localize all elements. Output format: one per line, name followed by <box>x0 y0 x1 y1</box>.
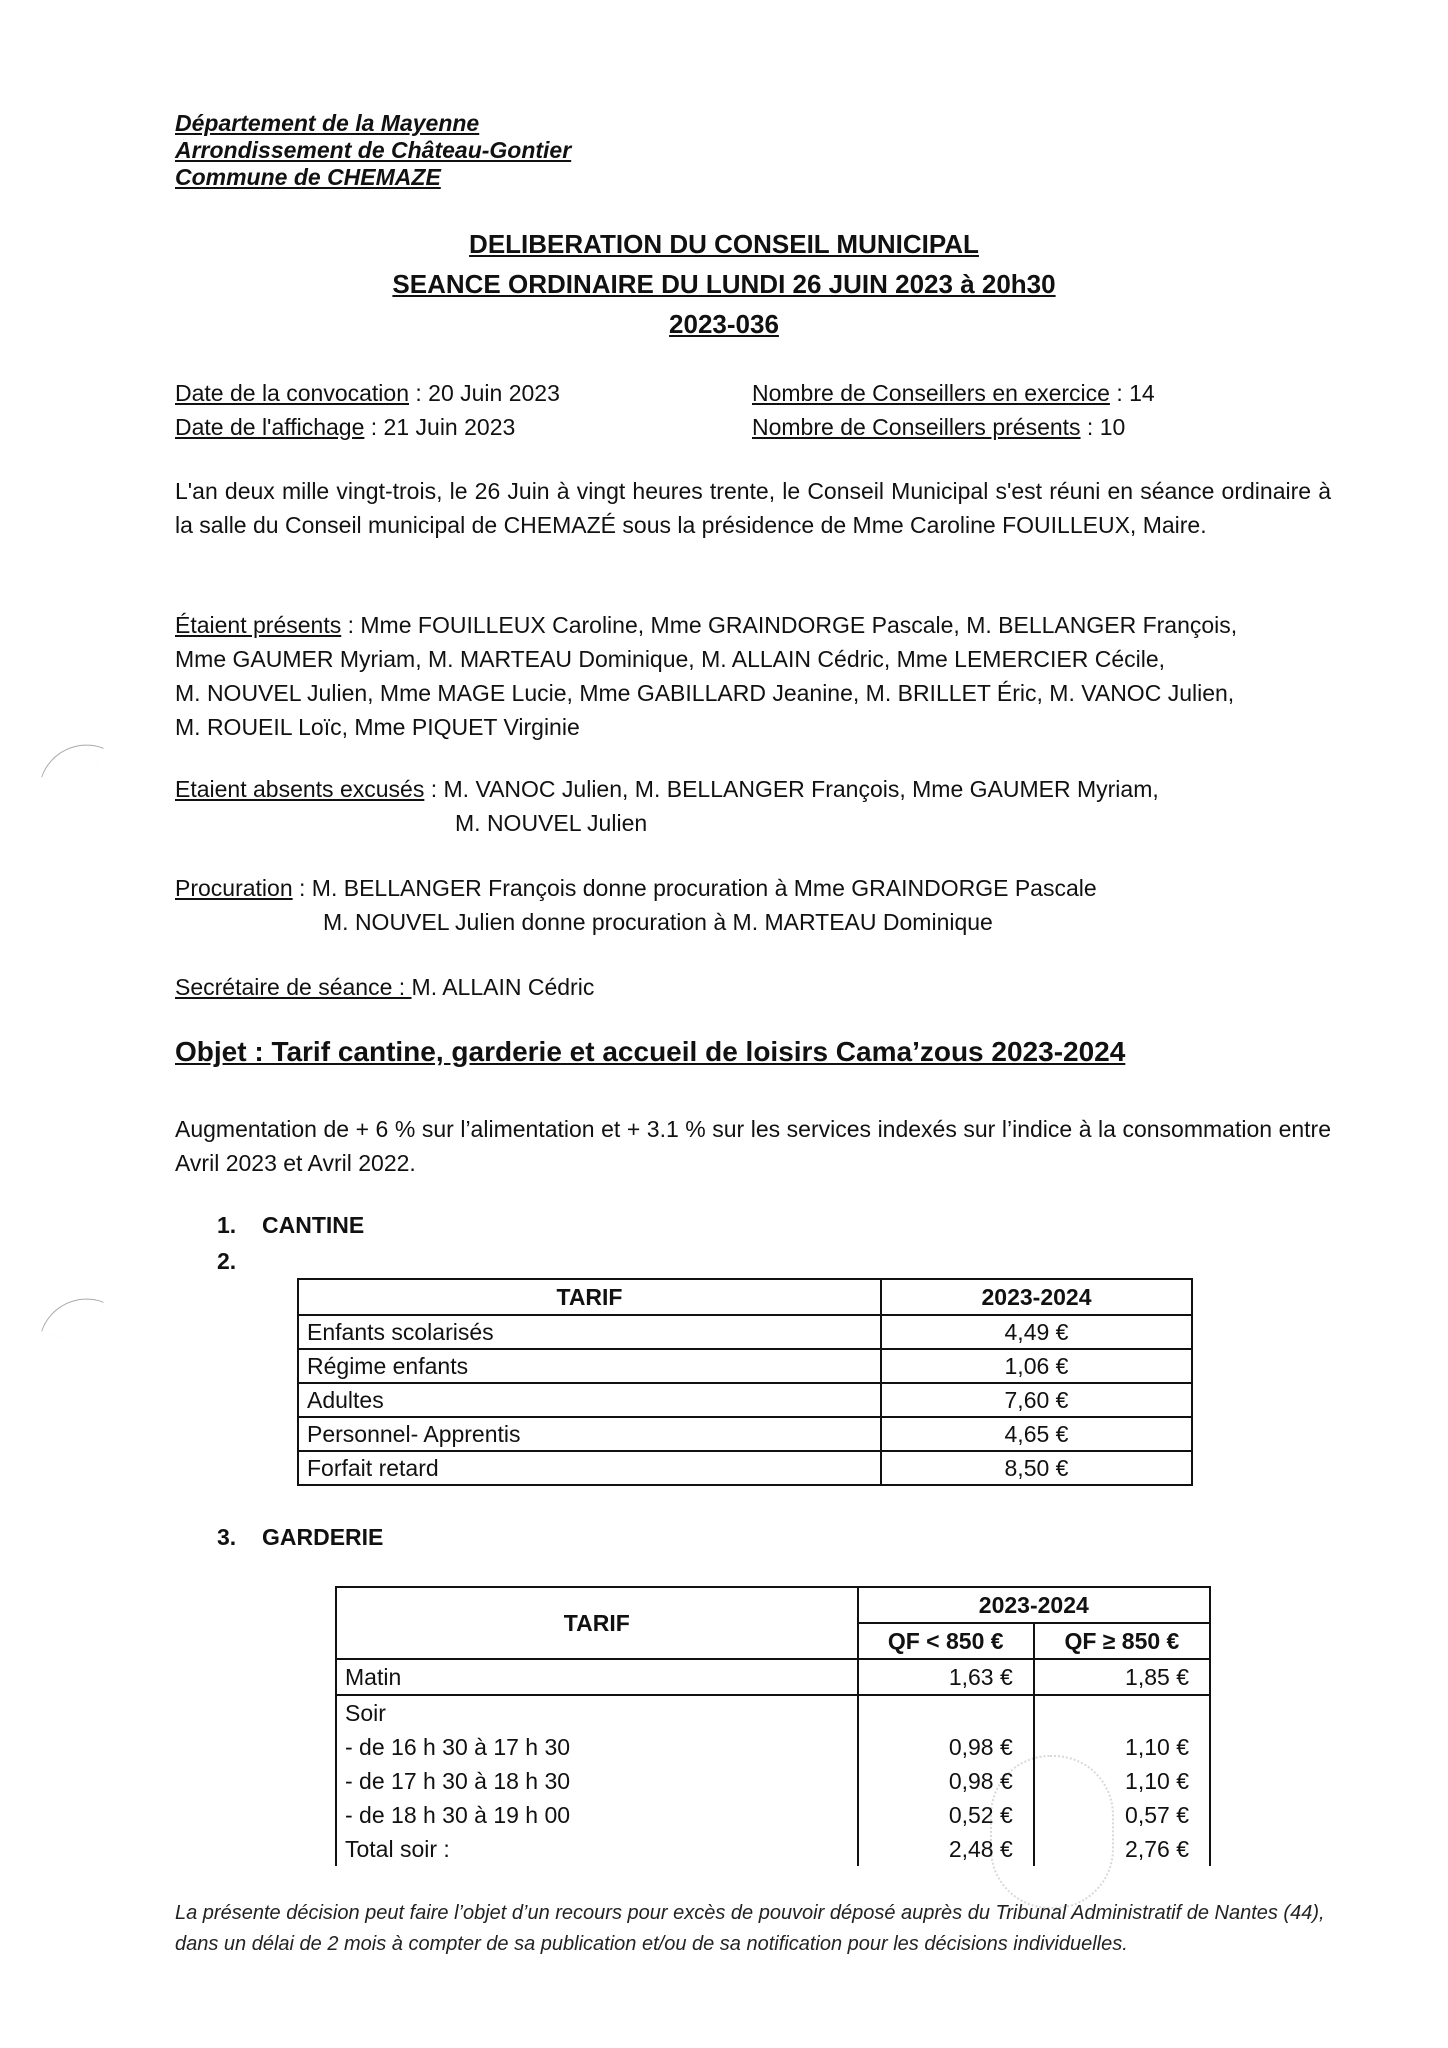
tarif-qf-low: 2,48 € <box>858 1832 1034 1866</box>
col-tarif: TARIF <box>336 1587 858 1659</box>
session-title: SEANCE ORDINAIRE DU LUNDI 26 JUIN 2023 à 20h30 <box>392 269 1056 299</box>
exercice-label: Nombre de Conseillers en exercice <box>752 380 1110 406</box>
table-row <box>336 1695 1210 1730</box>
tarif-label: Personnel- Apprentis <box>298 1417 881 1451</box>
procuration-list <box>175 871 1097 939</box>
header-arrondissement: Arrondissement de Château-Gontier <box>175 137 572 163</box>
secretaire-label: Secrétaire de séance : <box>175 974 412 1000</box>
administrative-header <box>175 110 571 191</box>
augmentation-paragraph <box>175 1112 1331 1180</box>
deliberation-number: 2023-036 <box>669 309 779 339</box>
tarif-label: Matin <box>336 1659 858 1695</box>
tarif-value: 4,65 € <box>881 1417 1192 1451</box>
presents-line: : Mme FOUILLEUX Caroline, Mme GRAINDORGE Pascale, M. BELLANGER François, <box>341 612 1238 638</box>
secretaire <box>175 970 594 1004</box>
table-row <box>336 1832 1210 1866</box>
cantine-heading: CANTINE <box>262 1212 365 1238</box>
presents-line: M. ROUEIL Loïc, Mme PIQUET Virginie <box>175 714 580 740</box>
procuration-label: Procuration <box>175 875 293 901</box>
table-row <box>298 1383 1192 1417</box>
tarif-qf-high: 1,10 € <box>1034 1730 1210 1764</box>
convocation-value: : 20 Juin 2023 <box>409 380 560 406</box>
table-row <box>298 1451 1192 1485</box>
header-commune: Commune de CHEMAZE <box>175 164 441 190</box>
tarif-label: Régime enfants <box>298 1349 881 1383</box>
presents-label: Étaient présents <box>175 612 342 638</box>
presents-line: M. NOUVEL Julien, Mme MAGE Lucie, Mme GABILLARD Jeanine, M. BRILLET Éric, M. VANOC Julien, <box>175 680 1235 706</box>
presents-line: Mme GAUMER Myriam, M. MARTEAU Dominique, M. ALLAIN Cédric, Mme LEMERCIER Cécile, <box>175 646 1166 672</box>
tarif-qf-high: 2,76 € <box>1034 1832 1210 1866</box>
garderie-number: 3. <box>217 1524 237 1550</box>
tarif-label: - de 16 h 30 à 17 h 30 <box>336 1730 858 1764</box>
tarif-qf-high: 1,10 € <box>1034 1764 1210 1798</box>
garderie-table <box>335 1586 1211 1866</box>
table-header-row <box>336 1587 1210 1623</box>
header-department: Département de la Mayenne <box>175 110 480 136</box>
empty-cell <box>1034 1695 1210 1730</box>
conseillers-presents <box>752 410 1125 444</box>
intro-paragraph <box>175 474 1331 542</box>
table-row <box>336 1659 1210 1695</box>
affichage-label: Date de l'affichage <box>175 414 365 440</box>
tarif-value: 4,49 € <box>881 1315 1192 1349</box>
tarif-qf-low: 0,98 € <box>858 1730 1034 1764</box>
absents-list <box>175 772 1159 840</box>
presents-count-label: Nombre de Conseillers présents <box>752 414 1081 440</box>
tarif-qf-low: 1,63 € <box>858 1659 1034 1695</box>
tarif-qf-high: 1,85 € <box>1034 1659 1210 1695</box>
tarif-qf-low: 0,98 € <box>858 1764 1034 1798</box>
table-row <box>298 1349 1192 1383</box>
document-title: DELIBERATION DU CONSEIL MUNICIPAL <box>469 229 979 259</box>
table-row <box>298 1315 1192 1349</box>
col-year: 2023-2024 <box>881 1279 1192 1315</box>
table-row <box>336 1764 1210 1798</box>
procuration-line: : M. BELLANGER François donne procuration à Mme GRAINDORGE Pascale <box>292 875 1097 901</box>
col-qf-high: QF ≥ 850 € <box>1034 1623 1210 1659</box>
presents-count-value: : 10 <box>1080 414 1126 440</box>
cantine-number: 1. <box>217 1212 237 1238</box>
legal-footer: La présente décision peut faire l’objet d’un recours pour excès de pouvoir déposé auprès du Tribunal Administratif de Nantes (44), dans un délai de 2 mois à compter de sa publication et/ou de sa notification pour les décisions individuelles. <box>175 1902 1325 1955</box>
tarif-value: 7,60 € <box>881 1383 1192 1417</box>
absents-label: Etaient absents excusés <box>175 776 425 802</box>
table-header-row <box>298 1279 1192 1315</box>
augmentation-text: Augmentation de + 6 % sur l’alimentation et + 3.1 % sur les services indexés sur l’indice à la consommation entre Avril 2023 et Avril 2022. <box>175 1116 1331 1176</box>
garderie-heading: GARDERIE <box>262 1524 384 1550</box>
tarif-value: 8,50 € <box>881 1451 1192 1485</box>
col-year: 2023-2024 <box>858 1587 1210 1623</box>
absents-line: : M. VANOC Julien, M. BELLANGER François, Mme GAUMER Myriam, <box>424 776 1159 802</box>
convocation-label: Date de la convocation <box>175 380 409 406</box>
procuration-line: M. NOUVEL Julien donne procuration à M. MARTEAU Dominique <box>323 909 993 935</box>
empty-cell <box>858 1695 1034 1730</box>
punch-hole-mark <box>41 1285 104 1348</box>
table-row <box>336 1798 1210 1832</box>
list-number: 2. <box>217 1248 237 1274</box>
exercice-value: : 14 <box>1109 380 1155 406</box>
tarif-qf-high: 0,57 € <box>1034 1798 1210 1832</box>
tarif-label: - de 18 h 30 à 19 h 00 <box>336 1798 858 1832</box>
table-row <box>336 1730 1210 1764</box>
tarif-label: Total soir : <box>336 1832 858 1866</box>
table-row <box>298 1417 1192 1451</box>
affichage-value: : 21 Juin 2023 <box>364 414 516 440</box>
cantine-table <box>297 1278 1193 1486</box>
intro-text: L'an deux mille vingt-trois, le 26 Juin à vingt heures trente, le Conseil Municipal s'est réuni en séance ordinaire à la salle du Conseil municipal de CHEMAZÉ sous la présidence de Mme Caroline FOUILLEUX, Maire. <box>175 478 1331 538</box>
tarif-label: Forfait retard <box>298 1451 881 1485</box>
affichage-date <box>175 410 515 444</box>
tarif-label: Adultes <box>298 1383 881 1417</box>
tarif-label: - de 17 h 30 à 18 h 30 <box>336 1764 858 1798</box>
conseillers-exercice <box>752 376 1155 410</box>
tarif-qf-low: 0,52 € <box>858 1798 1034 1832</box>
convocation-date <box>175 376 560 410</box>
absents-line: M. NOUVEL Julien <box>455 810 648 836</box>
tarif-label: Enfants scolarisés <box>298 1315 881 1349</box>
presents-list <box>175 608 1237 744</box>
secretaire-value: M. ALLAIN Cédric <box>411 974 595 1000</box>
col-qf-low: QF < 850 € <box>858 1623 1034 1659</box>
tarif-label: Soir <box>336 1695 858 1730</box>
punch-hole-mark <box>41 731 104 794</box>
tarif-value: 1,06 € <box>881 1349 1192 1383</box>
col-tarif: TARIF <box>298 1279 881 1315</box>
objet-heading: Objet : Tarif cantine, garderie et accueil de loisirs Cama’zous 2023-2024 <box>175 1036 1126 1067</box>
